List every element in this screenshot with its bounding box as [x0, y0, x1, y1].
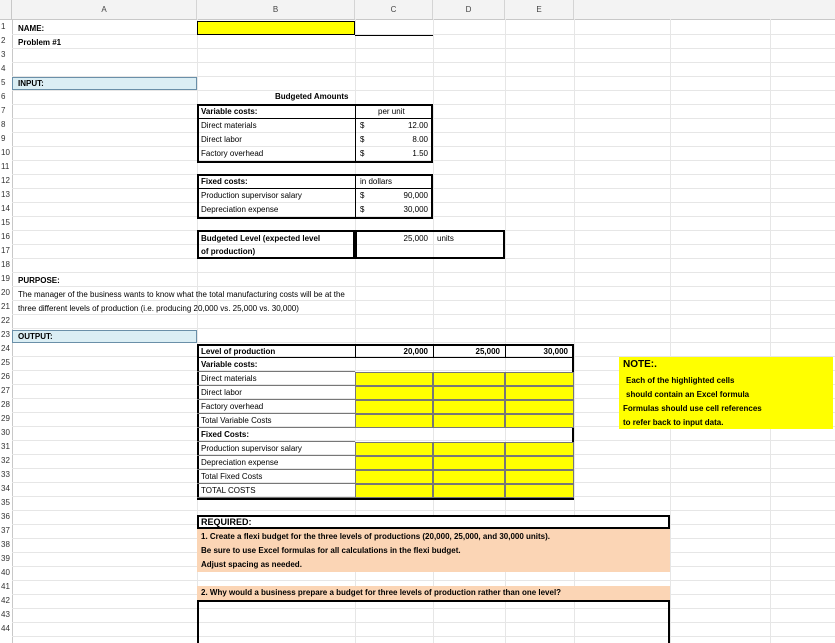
row-number[interactable]: 29: [1, 414, 10, 423]
column-header-a[interactable]: A: [12, 0, 197, 19]
input-title: INPUT:: [18, 79, 44, 88]
note-line-4: to refer back to input data.: [623, 418, 724, 427]
variable-item-label: Direct labor: [201, 135, 242, 144]
formula-cell[interactable]: [433, 372, 505, 386]
divider: [197, 427, 355, 428]
budgeted-level-value-box: [355, 230, 505, 259]
column-header-blank: [574, 0, 835, 19]
required-line-2: Be sure to use Excel formulas for all calculations in the flexi budget.: [201, 546, 461, 555]
divider: [355, 104, 356, 163]
output-row-label: Variable costs:: [201, 360, 258, 369]
note-line-3: Formulas should use cell references: [623, 404, 762, 413]
row-number[interactable]: 42: [1, 596, 10, 605]
formula-cell[interactable]: [355, 470, 433, 484]
name-label: NAME:: [18, 24, 45, 33]
fixed-item-value[interactable]: 30,000: [403, 205, 428, 214]
note-line-1: Each of the highlighted cells: [626, 376, 735, 385]
formula-cell[interactable]: [505, 400, 574, 414]
grid-hline: [12, 272, 835, 273]
formula-cell[interactable]: [433, 414, 505, 428]
row-number[interactable]: 31: [1, 442, 10, 451]
divider: [197, 385, 355, 386]
variable-item-value[interactable]: 1.50: [412, 149, 428, 158]
budgeted-level-label: Budgeted Level (expected level: [201, 234, 321, 243]
row-number[interactable]: 28: [1, 400, 10, 409]
formula-cell[interactable]: [505, 414, 574, 428]
budgeted-amounts-label: Budgeted Amounts: [275, 92, 349, 101]
formula-cell[interactable]: [505, 456, 574, 470]
grid-vline: [670, 19, 671, 643]
row-number[interactable]: 16: [1, 232, 10, 241]
row-number[interactable]: 44: [1, 624, 10, 633]
formula-cell[interactable]: [505, 372, 574, 386]
budgeted-level-value[interactable]: 25,000: [403, 234, 428, 243]
grid-hline: [12, 580, 835, 581]
column-header-b[interactable]: B: [197, 0, 355, 19]
column-header-bar: [0, 0, 835, 20]
row-number[interactable]: 23: [1, 330, 10, 339]
row-number[interactable]: 26: [1, 372, 10, 381]
row-number[interactable]: 18: [1, 260, 10, 269]
formula-cell[interactable]: [433, 456, 505, 470]
output-row-label: Factory overhead: [201, 402, 264, 411]
row-number[interactable]: 20: [1, 288, 10, 297]
divider: [197, 371, 355, 372]
output-row-label: Total Variable Costs: [201, 416, 272, 425]
output-row-label: Production supervisor salary: [201, 444, 302, 453]
output-row-label: Fixed Costs:: [201, 430, 250, 439]
row-number[interactable]: 12: [1, 176, 10, 185]
fixed-item-label: Production supervisor salary: [201, 191, 302, 200]
formula-cell[interactable]: [355, 400, 433, 414]
row-number[interactable]: 3: [1, 50, 6, 59]
column-header-e[interactable]: E: [505, 0, 574, 19]
level-of-production-label: Level of production: [201, 347, 276, 356]
row-number[interactable]: 8: [1, 120, 6, 129]
purpose-line-2: three different levels of production (i.e. producing 20,000 vs. 25,000 vs. 30,000): [18, 304, 299, 313]
row-number[interactable]: 15: [1, 218, 10, 227]
note-title: NOTE:.: [623, 359, 657, 370]
formula-cell[interactable]: [505, 470, 574, 484]
divider: [197, 441, 355, 442]
row-number[interactable]: 40: [1, 568, 10, 577]
row-number[interactable]: 41: [1, 582, 10, 591]
variable-item-label: Direct materials: [201, 121, 257, 130]
row-number[interactable]: 33: [1, 470, 10, 479]
row-number[interactable]: 17: [1, 246, 10, 255]
grid-hline: [12, 328, 835, 329]
level-value: 25,000: [475, 347, 500, 356]
currency-symbol: $: [360, 191, 365, 200]
per-unit-label: per unit: [378, 107, 405, 116]
row-number[interactable]: 6: [1, 92, 6, 101]
name-input-cell[interactable]: [197, 21, 355, 35]
formula-cell[interactable]: [355, 372, 433, 386]
currency-symbol: $: [360, 149, 365, 158]
row-number[interactable]: 10: [1, 148, 10, 157]
row-number[interactable]: 25: [1, 358, 10, 367]
divider: [355, 344, 356, 358]
output-row-label: Direct labor: [201, 388, 242, 397]
divider: [197, 469, 355, 470]
row-number[interactable]: 34: [1, 484, 10, 493]
formula-cell[interactable]: [505, 484, 574, 498]
divider: [433, 344, 434, 358]
formula-cell[interactable]: [505, 442, 574, 456]
output-title: OUTPUT:: [18, 332, 53, 341]
row-number[interactable]: 2: [1, 36, 6, 45]
column-header-c[interactable]: C: [355, 0, 433, 19]
formula-cell[interactable]: [355, 414, 433, 428]
row-number[interactable]: 4: [1, 64, 6, 73]
fixed-item-label: Depreciation expense: [201, 205, 279, 214]
in-dollars-label: in dollars: [360, 177, 393, 186]
row-number[interactable]: 9: [1, 134, 6, 143]
row-number[interactable]: 21: [1, 302, 10, 311]
currency-symbol: $: [360, 135, 365, 144]
row-number[interactable]: 38: [1, 540, 10, 549]
row-number[interactable]: 36: [1, 512, 10, 521]
formula-cell[interactable]: [433, 484, 505, 498]
required-title-cell: [197, 515, 670, 529]
row-number[interactable]: 43: [1, 610, 10, 619]
row-number[interactable]: 32: [1, 456, 10, 465]
row-number[interactable]: 39: [1, 554, 10, 563]
required-line-1: 1. Create a flexi budget for the three levels of productions (20,000, 25,000, and 30,000 units).: [201, 532, 551, 541]
grid-hline: [12, 62, 835, 63]
variable-item-value[interactable]: 12.00: [407, 121, 428, 130]
formula-cell[interactable]: [355, 484, 433, 498]
divider: [197, 483, 355, 484]
currency-symbol: $: [360, 121, 365, 130]
grid-vline: [770, 19, 771, 643]
grid-hline: [12, 510, 835, 511]
divider: [355, 174, 356, 219]
row-number[interactable]: 22: [1, 316, 10, 325]
divider: [505, 344, 506, 358]
divider: [197, 118, 433, 119]
row-number[interactable]: 7: [1, 106, 6, 115]
budgeted-level-label-2: of production): [201, 247, 256, 256]
formula-cell[interactable]: [355, 456, 433, 470]
row-number[interactable]: 35: [1, 498, 10, 507]
column-header-d[interactable]: D: [433, 0, 505, 19]
purpose-line-1: The manager of the business wants to know what the total manufacturing costs will be at the: [18, 290, 345, 299]
currency-symbol: $: [360, 205, 365, 214]
purpose-title: PURPOSE:: [18, 276, 60, 285]
row-number[interactable]: 11: [1, 162, 10, 171]
row-number[interactable]: 1: [1, 22, 6, 31]
note-line-2: should contain an Excel formula: [626, 390, 750, 399]
output-row-label: TOTAL COSTS: [201, 486, 256, 495]
grid-hline: [12, 48, 835, 49]
row-number[interactable]: 5: [1, 78, 6, 87]
output-row-label: Depreciation expense: [201, 458, 279, 467]
fixed-costs-label: Fixed costs:: [201, 177, 248, 186]
formula-cell[interactable]: [433, 470, 505, 484]
divider: [197, 399, 355, 400]
row-number[interactable]: 14: [1, 204, 10, 213]
row-number[interactable]: 24: [1, 344, 10, 353]
formula-cell[interactable]: [433, 442, 505, 456]
row-number[interactable]: 19: [1, 274, 10, 283]
output-row-label: Total Fixed Costs: [201, 472, 263, 481]
variable-costs-label: Variable costs:: [201, 107, 258, 116]
grid-hline: [12, 286, 835, 287]
formula-cell[interactable]: [433, 386, 505, 400]
row-number[interactable]: 37: [1, 526, 10, 535]
formula-cell[interactable]: [505, 386, 574, 400]
required-title: REQUIRED:: [201, 517, 252, 527]
divider: [197, 455, 355, 456]
level-value: 20,000: [403, 347, 428, 356]
divider: [197, 413, 355, 414]
level-value: 30,000: [543, 347, 568, 356]
answer-area[interactable]: [197, 600, 670, 643]
divider: [197, 188, 433, 189]
output-row-label: Direct materials: [201, 374, 257, 383]
underline: [355, 35, 433, 36]
variable-item-value[interactable]: 8.00: [412, 135, 428, 144]
variable-item-label: Factory overhead: [201, 149, 264, 158]
fixed-item-value[interactable]: 90,000: [403, 191, 428, 200]
grid-hline: [12, 90, 835, 91]
row-number[interactable]: 27: [1, 386, 10, 395]
problem-label: Problem #1: [18, 38, 62, 47]
select-all-corner[interactable]: [0, 0, 12, 19]
required-line-3: Adjust spacing as needed.: [201, 560, 302, 569]
formula-cell[interactable]: [355, 442, 433, 456]
formula-cell[interactable]: [355, 386, 433, 400]
divider: [197, 497, 355, 498]
required-line-4: 2. Why would a business prepare a budget for three levels of production rather than one level?: [201, 588, 562, 597]
row-number[interactable]: 30: [1, 428, 10, 437]
formula-cell[interactable]: [433, 400, 505, 414]
row-number[interactable]: 13: [1, 190, 10, 199]
budgeted-level-units: units: [437, 234, 454, 243]
